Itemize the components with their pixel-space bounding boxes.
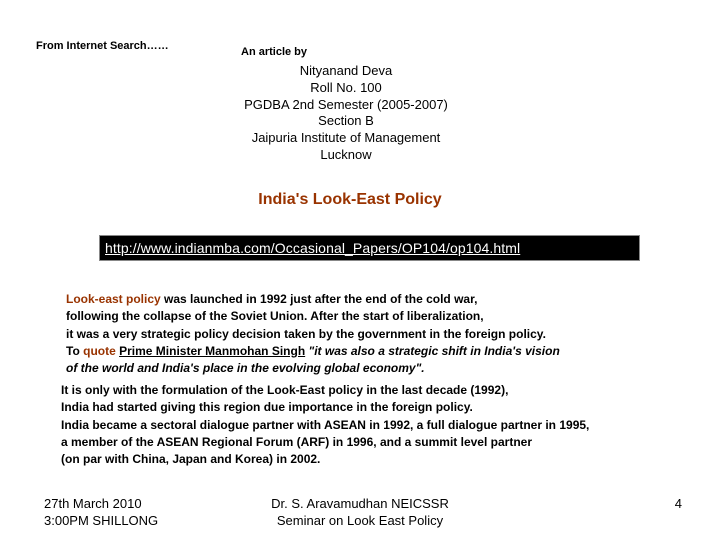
look-east-term: Look-east policy	[66, 292, 161, 306]
author-block	[200, 63, 492, 164]
author-city: Lucknow	[320, 146, 372, 162]
para1-line-1	[66, 291, 560, 308]
footer-time-place: 3:00PM SHILLONG	[44, 513, 159, 528]
para2-line: India had started giving this region due importance in the foreign policy.	[61, 400, 473, 415]
para2-line: It is only with the formulation of the Look-East policy in the last decade (1992),	[61, 383, 509, 397]
url-box	[99, 235, 640, 261]
quote-text-2: of the world and India's place in the evolving global economy".	[66, 361, 425, 376]
footer-presenter: Dr. S. Aravamudhan NEICSSR	[271, 496, 449, 511]
footer-date: 27th March 2010	[44, 496, 142, 511]
para1-line-1-rest: was launched in 1992 just after the end of the cold war,	[160, 292, 478, 306]
para2-line: a member of the ASEAN Regional Forum (ARF) in 1996, and a summit level partner	[61, 434, 532, 449]
para1-line-4	[66, 343, 560, 360]
author-roll: Roll No. 100	[310, 79, 382, 95]
to-text: To	[66, 343, 84, 358]
footer-date-block	[44, 495, 158, 529]
page-number: 4	[674, 496, 682, 511]
quote-word: quote	[83, 343, 116, 358]
article-by-label: An article by	[241, 46, 308, 58]
para2-line: India became a sectoral dialogue partner with ASEAN in 1992, a full dialogue partner in 1995,	[61, 417, 590, 432]
para1-line-3: it was a very strategic policy decision taken by the government in the foreign policy.	[66, 326, 546, 341]
author-section: Section B	[318, 113, 374, 129]
paragraph-2	[61, 382, 589, 468]
para2-line: (on par with China, Japan and Korea) in 2002.	[61, 452, 321, 467]
source-note: From Internet Search……	[36, 40, 169, 52]
author-program: PGDBA 2nd Semester (2005-2007)	[244, 96, 448, 112]
footer-presenter-block	[240, 495, 480, 529]
paragraph-1	[66, 291, 560, 377]
para1-line-2: following the collapse of the Soviet Union. After the start of liberalization,	[66, 309, 484, 324]
author-institute: Jaipuria Institute of Management	[251, 130, 441, 146]
footer-seminar: Seminar on Look East Policy	[276, 513, 444, 528]
slide-title: India's Look-East Policy	[258, 191, 442, 208]
article-link[interactable]: http://www.indianmba.com/Occasional_Papers/OP104/op104.html	[105, 240, 521, 256]
author-name: Nityanand Deva	[299, 63, 393, 78]
prime-minister-link[interactable]: Prime Minister Manmohan Singh	[119, 343, 306, 358]
quote-text-1: "it was also a strategic shift in India's vision	[308, 343, 560, 358]
